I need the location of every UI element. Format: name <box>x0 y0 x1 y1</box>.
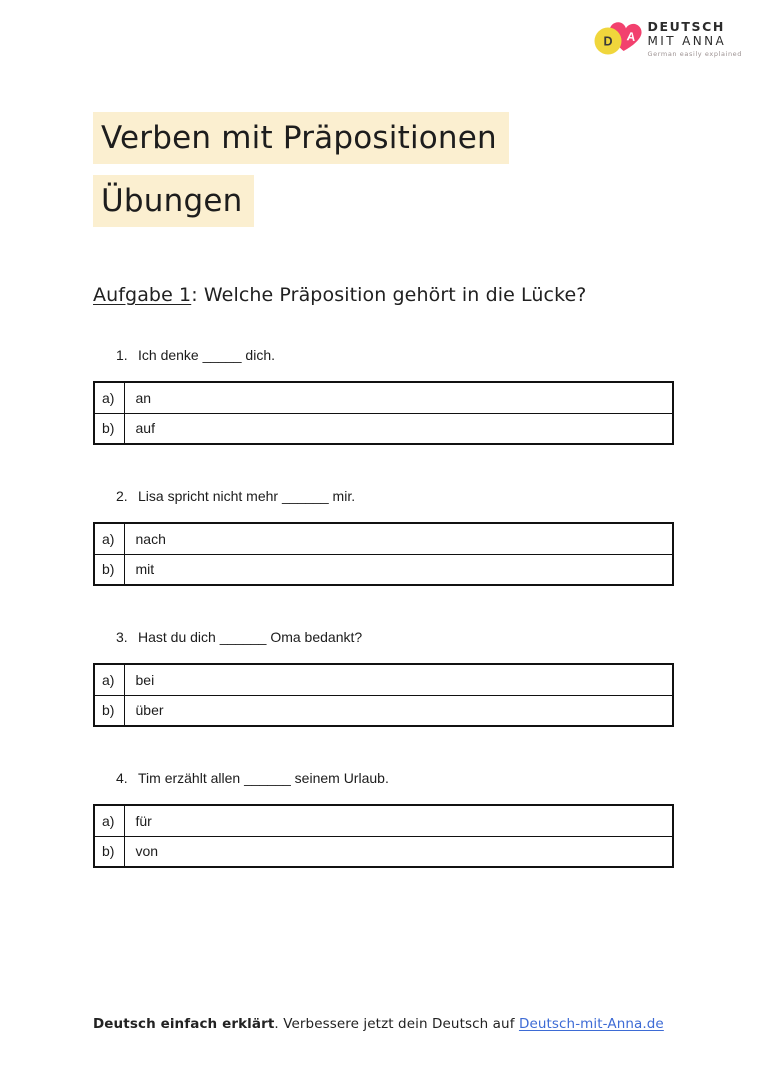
question-block-3 <box>93 629 674 727</box>
options-table <box>93 663 674 727</box>
option-label: b) <box>94 695 124 726</box>
question-sentence: Ich denke _____ dich. <box>138 347 275 363</box>
footer-website-link[interactable]: Deutsch-mit-Anna.de <box>518 1016 664 1032</box>
task-label: Aufgabe 1 <box>93 284 192 306</box>
question-number: 3. <box>116 629 128 645</box>
question-sentence: Hast du dich ______ Oma bedankt? <box>138 629 363 645</box>
deutsch-mit-anna-logo-icon <box>594 18 642 60</box>
option-text: für <box>124 805 673 836</box>
footer <box>93 1016 664 1032</box>
title-gap <box>93 164 509 175</box>
option-text: über <box>124 695 673 726</box>
page-title-line2: Übungen <box>93 175 254 227</box>
question-number: 4. <box>116 770 128 786</box>
logo-name-line2: MIT ANNA <box>647 34 727 48</box>
table-row <box>94 523 673 554</box>
question-sentence: Lisa spricht nicht mehr ______ mir. <box>138 488 356 504</box>
option-label: a) <box>94 664 124 695</box>
question-block-2 <box>93 488 674 586</box>
question-number: 1. <box>116 347 128 363</box>
option-label: a) <box>94 382 124 413</box>
option-label: b) <box>94 836 124 867</box>
page-title <box>93 112 509 227</box>
logo-text <box>648 19 743 59</box>
question-text <box>116 629 674 645</box>
page-title-line1: Verben mit Präpositionen <box>93 112 509 164</box>
question-sentence: Tim erzählt allen ______ seinem Urlaub. <box>138 770 389 786</box>
question-number: 2. <box>116 488 128 504</box>
option-text: auf <box>124 413 673 444</box>
svg-text:D: D <box>602 34 613 49</box>
footer-text: . Verbessere jetzt dein Deutsch auf <box>274 1016 519 1032</box>
option-text: mit <box>124 554 673 585</box>
questions-section <box>93 340 674 911</box>
footer-slogan: Deutsch einfach erklärt <box>93 1016 275 1032</box>
question-block-1 <box>93 347 674 445</box>
option-text: an <box>124 382 673 413</box>
table-row <box>94 554 673 585</box>
table-row <box>94 382 673 413</box>
brand-logo <box>594 18 743 60</box>
task-separator: : <box>191 284 204 306</box>
option-text: bei <box>124 664 673 695</box>
question-block-4 <box>93 770 674 868</box>
table-row <box>94 836 673 867</box>
task-heading <box>93 284 587 306</box>
option-label: b) <box>94 554 124 585</box>
option-label: a) <box>94 523 124 554</box>
table-row <box>94 805 673 836</box>
option-text: von <box>124 836 673 867</box>
option-text: nach <box>124 523 673 554</box>
option-label: a) <box>94 805 124 836</box>
table-row <box>94 413 673 444</box>
options-table <box>93 522 674 586</box>
logo-name-line1: DEUTSCH <box>647 19 725 34</box>
question-text <box>116 347 674 363</box>
logo-tagline: German easily explained <box>647 50 742 58</box>
options-table <box>93 804 674 868</box>
options-table <box>93 381 674 445</box>
question-text <box>116 770 674 786</box>
table-row <box>94 695 673 726</box>
option-label: b) <box>94 413 124 444</box>
svg-text:A: A <box>625 29 636 45</box>
task-question: Welche Präposition gehört in die Lücke? <box>203 284 587 306</box>
table-row <box>94 664 673 695</box>
question-text <box>116 488 674 504</box>
